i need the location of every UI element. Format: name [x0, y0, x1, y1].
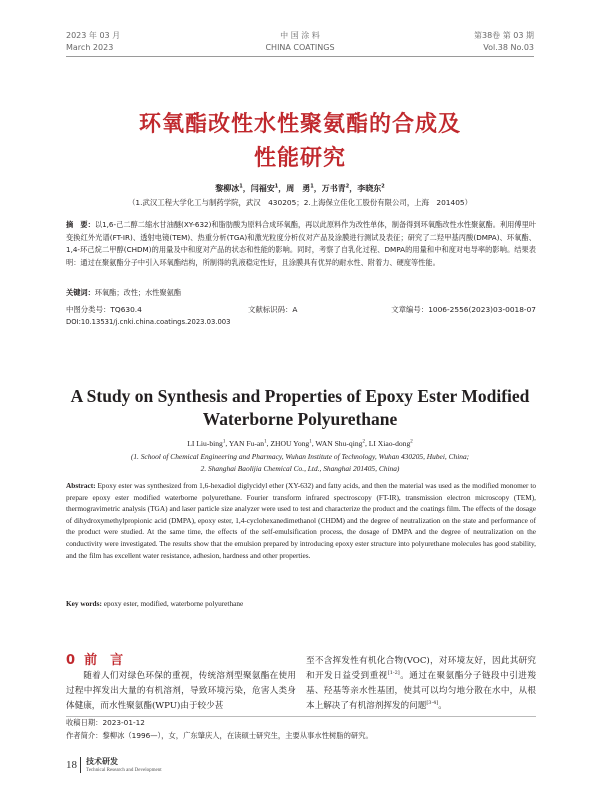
cn-article-number: 文章编号：1006-2556(2023)03-0018-07 — [391, 305, 536, 314]
header-date-cn: 2023 年 03 月 — [66, 31, 121, 40]
en-abstract — [66, 480, 536, 561]
cn-author-5: 李晓东 — [357, 184, 382, 193]
header-volume-cn: 第38卷 第 03 期 — [474, 31, 534, 40]
page-number: 18 — [66, 759, 77, 771]
cn-title-line2: 性能研究 — [253, 146, 346, 171]
cn-abstract-label: 摘 要： — [66, 220, 95, 229]
header-journal-cn: 中 国 涂 料 — [280, 31, 320, 40]
section-heading — [66, 652, 123, 670]
en-author-3: ZHOU Yong — [270, 439, 310, 448]
en-abstract-label: Abstract: — [66, 481, 96, 490]
en-author-2: YAN Fu-an — [228, 439, 265, 448]
cn-author-2: 闫福安 — [250, 184, 275, 193]
cn-abstract-text: 以1,6-己二醇二缩水甘油醚(XY-632)和脂肪酸为原料合成环氧酯，再以此原料作为改性单体，制备得到环氧酯改性水性聚氨酯。利用傅里叶变换红外光谱(FT-IR)、透射电镜(TEM)、热重分析(TGA)和激光粒度分析仪对产品及涂膜进行测试及表征；研究了二羟甲基丙酸(DMPA)、环氧酯、1,4-环己烷二甲醇(CHDM)的用量及中和度对产品的状态和性能的影响。同时，考察了自乳化过程、DMPA的用量和中和度对电导率的影响。结果表明：通过在聚氨酯分子中引入环氧酯结构，所制得的乳液稳定性好，且涂膜具有优异的耐水性、附着力、硬度等性能。 — [66, 220, 536, 267]
en-abstract-text: Epoxy ester was synthesized from 1,6-hexadiol diglycidyl ether (XY-632) and fatty acids, and then the material was used as the modified monomer to prepare epoxy ester modified waterborne polyurethane. Fourier transform infrared spectroscopy (FT-IR), transmission electron microscopy (TEM), thermogravimetric analysis (TGA) and laser particle size analyzer were used to test and characterize the product and the coatings film. The effects of the dosage of dihydroxymethylpropionic acid (DMPA), epoxy ester, 1,4-cyclohexanedimethanol (CHDM) and the degree of neutralization on the state and performance of the product were studied. At the same time, the effects of the self-emulsification process, the dosage of DMPA and the degree of neutralization on the conductivity were investigated. The results show that the emulsion prepared by introducing epoxy ester structure into polyurethane molecules has good stability, and the film has excellent water resistance, adhesion, hardness and other properties. — [66, 481, 536, 560]
cn-affiliation: （1.武汉工程大学化工与制药学院，武汉 430205；2.上海保立佳化工股份有限公司，上海 201405） — [128, 198, 472, 207]
header-journal-en: CHINA COATINGS — [265, 43, 335, 52]
header-rule — [66, 56, 534, 57]
doi: DOI:10.13531/j.cnki.china.coatings.2023.03.003 — [66, 318, 231, 326]
cn-author-4: 万书青 — [321, 184, 346, 193]
footnote-author-bio: 作者简介：黎柳冰（1996—），女，广东肇庆人，在读硕士研究生，主要从事水性树脂的研究。 — [66, 731, 373, 740]
section-number: 0 — [66, 653, 76, 668]
en-keywords-text: epoxy ester, modified, waterborne polyurethane — [103, 599, 244, 608]
cn-clc: 中图分类号：TQ630.4 — [66, 305, 142, 314]
cn-doc-code: 文献标识码：A — [248, 305, 298, 314]
cn-keywords-label: 关键词： — [66, 288, 95, 297]
cn-author-3: 周 勇 — [286, 184, 311, 193]
en-keywords-label: Key words: — [66, 599, 102, 608]
cn-abstract — [66, 219, 536, 269]
header-volume-en: Vol.38 No.03 — [483, 43, 534, 52]
citation-1-2: [1-2] — [387, 670, 400, 677]
citation-3-4: [3-4] — [426, 700, 439, 707]
footer-section-en: Technical Research and Development — [86, 768, 162, 773]
en-author-1: LI Liu-bing — [187, 439, 223, 448]
en-title-line1: A Study on Synthesis and Properties of Epoxy Ester Modified — [70, 386, 530, 406]
cn-keywords-text: 环氧酯；改性；水性聚氨酯 — [94, 288, 182, 297]
footer-divider — [80, 757, 81, 773]
en-author-4: WAN Shu-qing — [315, 439, 363, 448]
footnote-received: 收稿日期：2023-01-12 — [66, 718, 145, 727]
body-right-column: 至不含挥发性有机化合物(VOC)，对环境友好，因此其研究和开发日益受到重视[1-2]。通过在聚氨酯分子链段中引进羧基、羟基等亲水性基团，使其可以均匀地分散在水中，从根本上解决了有机溶剂挥发的问题[3-4]。 — [306, 656, 536, 711]
cn-author-1: 黎柳冰 — [215, 184, 240, 193]
footer-section-cn: 技术研发 — [86, 757, 118, 766]
en-affiliation-line2: 2. Shanghai Baolijia Chemical Co., Ltd., Shanghai 201405, China) — [200, 464, 400, 473]
cn-authors: 黎柳冰$^1$，闫福安$^1$，周 勇$^1$，万书青$^2$，李晓东$^2$ — [215, 183, 385, 193]
en-title-line2: Waterborne Polyurethane — [202, 409, 398, 429]
en-keywords — [66, 598, 536, 610]
section-title: 前 言 — [84, 653, 124, 668]
en-authors: LI Liu-bing$^1$, YAN $Fu-an^1$, ZHOU Yong$^1$, WAN Shu-qing$^2$, LI Xiao-dong$^2$ — [187, 439, 413, 448]
en-affiliation-line1: (1. School of Chemical Engineering and Pharmacy, Wuhan Institute of Technology, Wuhan 430205, Hubei, China; — [130, 452, 470, 461]
en-author-5: LI Xiao-dong — [368, 439, 411, 448]
body-left-column: 随着人们对绿色环保的重视，传统溶剂型聚氨酯在使用过程中挥发出大量的有机溶剂，导致环境污染，危害人类身体健康，而水性聚氨酯(WPU)由于较少甚 — [66, 671, 296, 711]
cn-keywords — [66, 287, 536, 300]
cn-title-line1: 环氧酯改性水性聚氨酯的合成及 — [138, 112, 461, 137]
header-date-en: March 2023 — [66, 43, 114, 52]
